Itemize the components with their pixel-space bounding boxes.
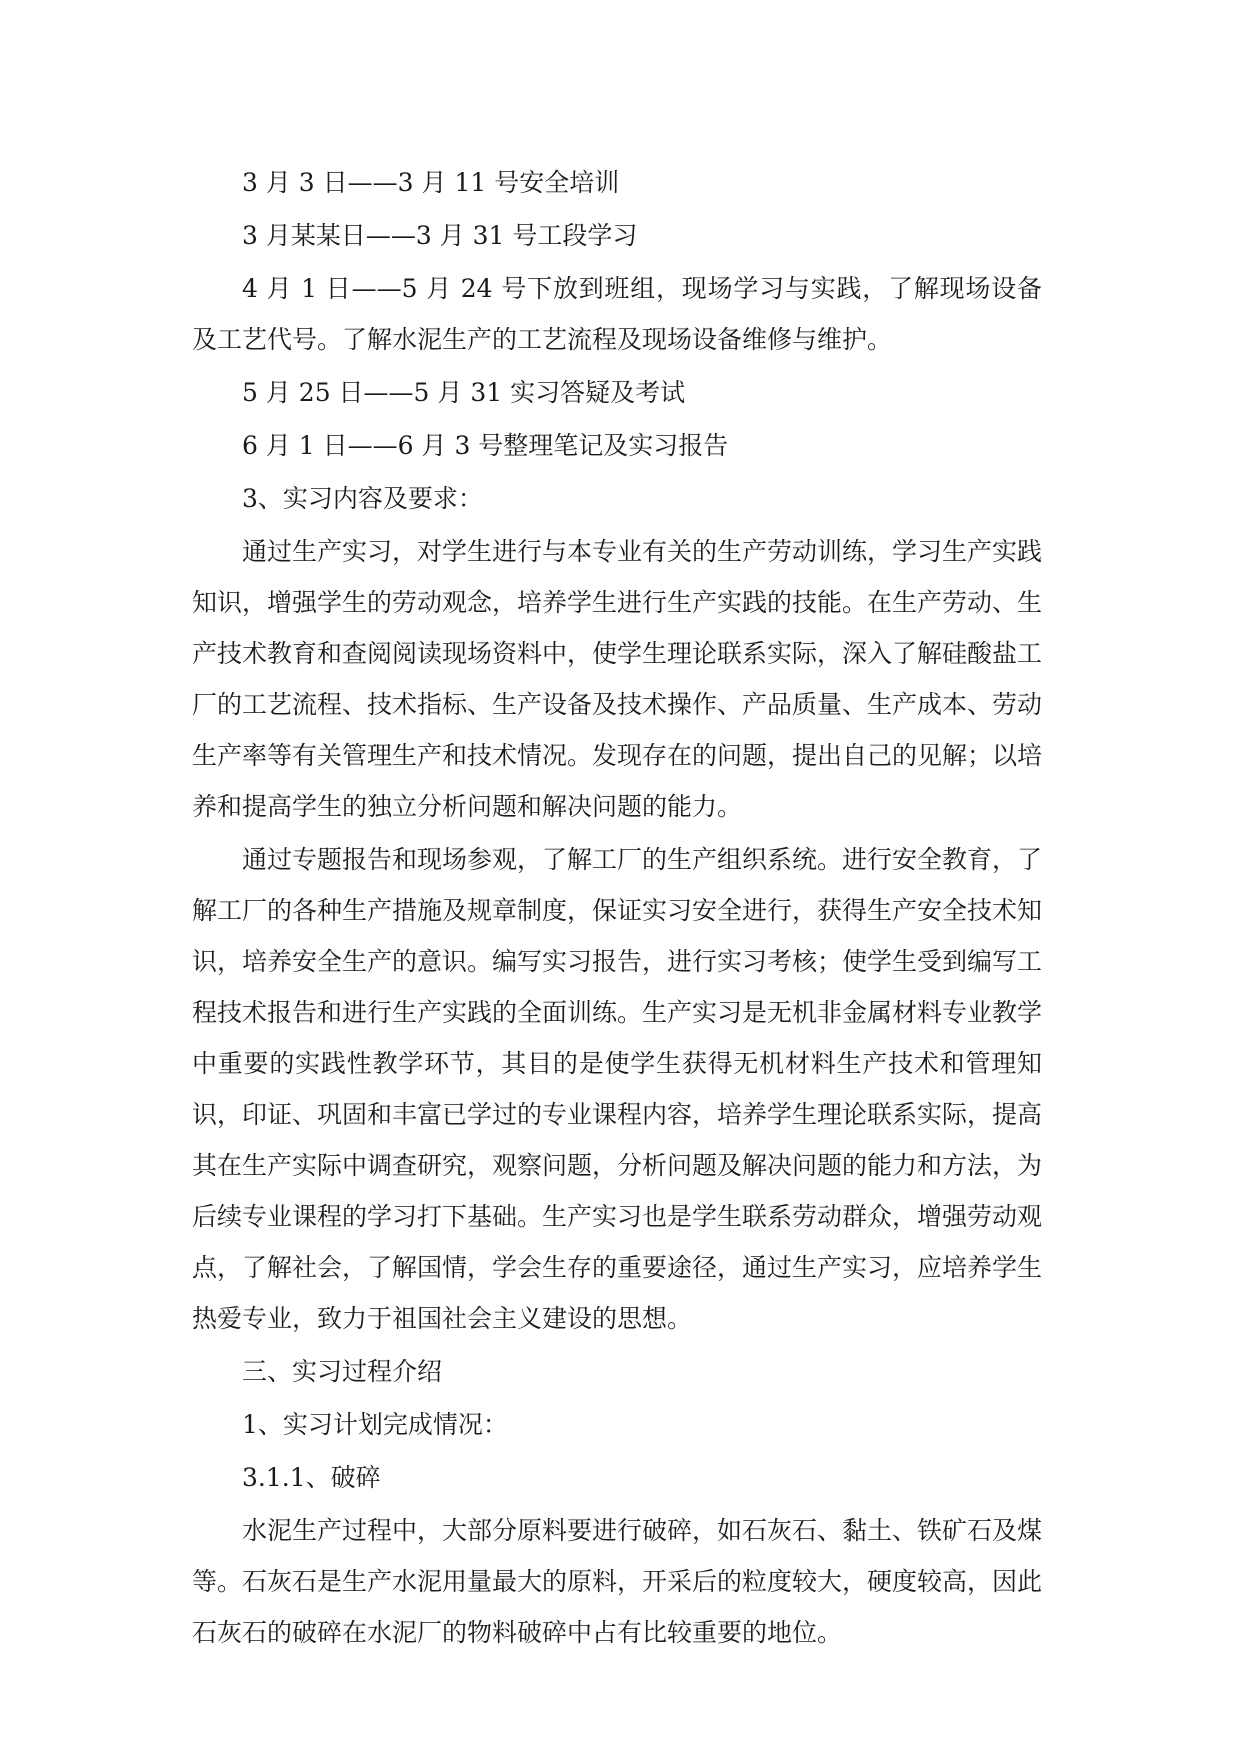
schedule-item-report: 6 月 1 日——6 月 3 号整理笔记及实习报告 bbox=[242, 431, 729, 460]
schedule-item-exam: 5 月 25 日——5 月 31 实习答疑及考试 bbox=[242, 378, 686, 407]
paragraph-crushing: 水泥生产过程中，大部分原料要进行破碎，如石灰石、黏土、铁矿石及煤等。石灰石是生产水泥用量最大的原料，开采后的粒度较大，硬度较高，因此石灰石的破碎在水泥厂的物料破碎中占有比较重要的地位。 bbox=[192, 1516, 1043, 1647]
subsection-heading-plan-completion: 1、实习计划完成情况： bbox=[242, 1410, 508, 1439]
paragraph-practice-purpose: 通过生产实习，对学生进行与本专业有关的生产劳动训练，学习生产实践知识，增强学生的劳动观念，培养学生进行生产实践的技能。在生产劳动、生产技术教育和查阅阅读现场资料中，使学生理论联系实际，深入了解硅酸盐工厂的工艺流程、技术指标、生产设备及技术操作、产品质量、生产成本、劳动生产率等有关管理生产和技术情况。发现存在的问题，提出自己的见解；以培养和提高学生的独立分析问题和解决问题的能力。 bbox=[192, 537, 1043, 821]
schedule-item-section-study: 3 月某某日——3 月 31 号工段学习 bbox=[242, 221, 638, 250]
document-body bbox=[192, 157, 1042, 1660]
section-heading-content-requirements: 3、实习内容及要求： bbox=[242, 484, 483, 513]
subsection-heading-crushing: 3.1.1、破碎 bbox=[242, 1463, 381, 1492]
schedule-item-safety-training: 3 月 3 日——3 月 11 号安全培训 bbox=[242, 168, 620, 197]
section-heading-process: 三、实习过程介绍 bbox=[242, 1357, 443, 1386]
schedule-item-team-practice: 4 月 1 日——5 月 24 号下放到班组，现场学习与实践，了解现场设备及工艺代号。了解水泥生产的工艺流程及现场设备维修与维护。 bbox=[192, 274, 1042, 354]
paragraph-practice-significance: 通过专题报告和现场参观，了解工厂的生产组织系统。进行安全教育，了解工厂的各种生产措施及规章制度，保证实习安全进行，获得生产安全技术知识，培养安全生产的意识。编写实习报告，进行实习考核；使学生受到编写工程技术报告和进行生产实践的全面训练。生产实习是无机非金属材料专业教学中重要的实践性教学环节，其目的是使学生获得无机材料生产技术和管理知识，印证、巩固和丰富已学过的专业课程内容，培养学生理论联系实际，提高其在生产实际中调查研究，观察问题，分析问题及解决问题的能力和方法，为后续专业课程的学习打下基础。生产实习也是学生联系劳动群众，增强劳动观点，了解社会，了解国情，学会生存的重要途径，通过生产实习，应培养学生热爱专业，致力于祖国社会主义建设的思想。 bbox=[192, 845, 1043, 1333]
